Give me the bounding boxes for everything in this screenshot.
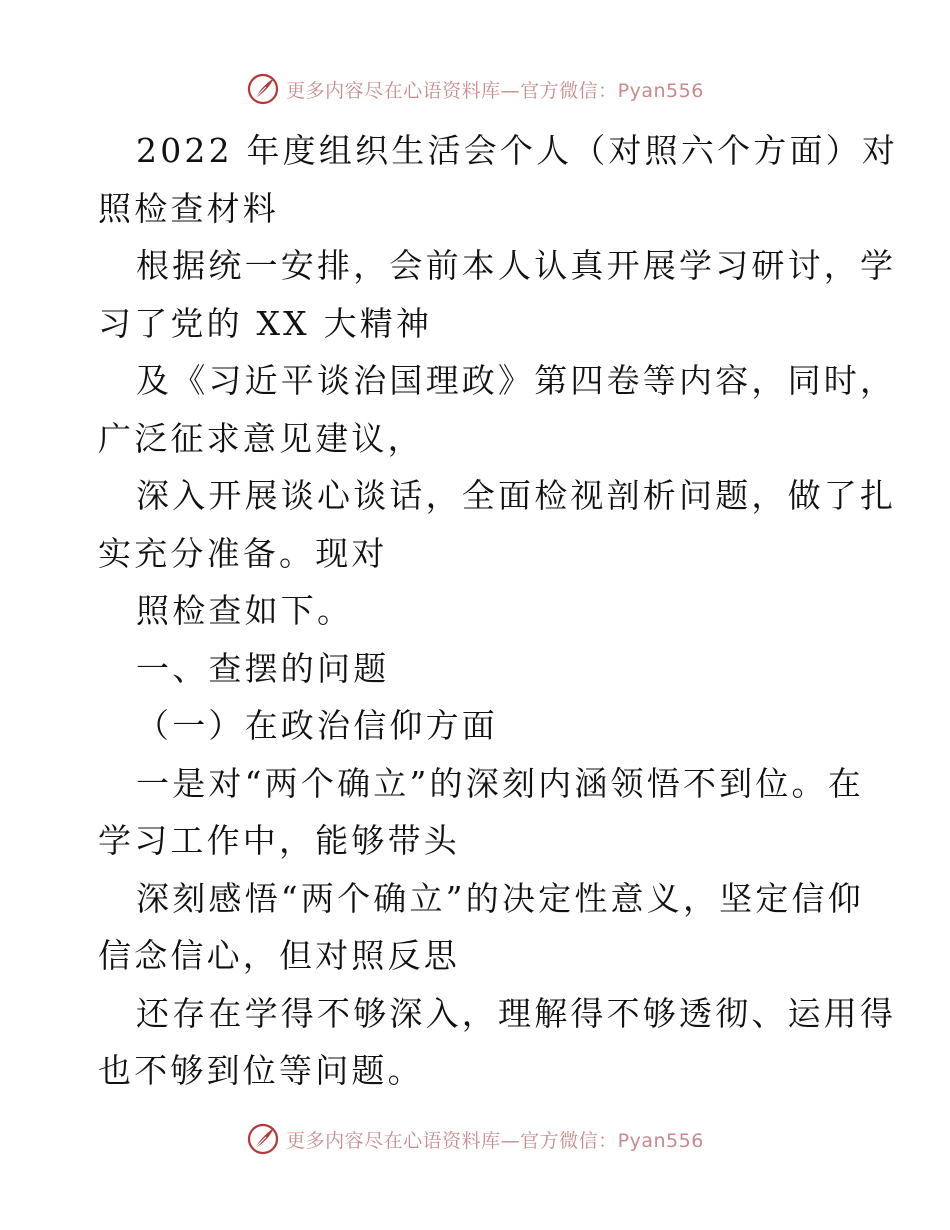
text-line: （一）在政治信仰方面 — [136, 706, 498, 745]
text-line: 深入开展谈心谈话，全面检视剖析问题，做了扎 — [136, 476, 897, 515]
footer-watermark — [0, 1122, 950, 1156]
watermark-text: 更多内容尽在心语资料库—官方微信：Pyan556 — [286, 1129, 704, 1152]
feather-pen-logo-icon — [246, 1122, 280, 1156]
text-line: 一、查摆的问题 — [136, 648, 390, 688]
header-watermark — [0, 72, 950, 106]
text-line: 一是对“两个确立”的深刻内涵领悟不到位。在 — [136, 763, 864, 803]
text-line: 习了党的 XX 大精神 — [98, 303, 433, 343]
text-line: 也不够到位等问题。 — [98, 1051, 424, 1090]
text-line: 实充分准备。现对 — [98, 533, 388, 573]
text-line: 2022 年度组织生活会个人（对照六个方面）对 — [136, 131, 899, 170]
text-line: 照检查如下。 — [136, 591, 354, 630]
text-line: 及《习近平谈治国理政》第四卷等内容，同时， — [136, 361, 897, 400]
text-line: 学习工作中，能够带头 — [98, 821, 460, 860]
feather-pen-logo-icon — [246, 72, 280, 106]
text-line: 还存在学得不够深入，理解得不够透彻、运用得 — [136, 993, 897, 1033]
text-line: 广泛征求意见建议， — [98, 418, 424, 458]
text-line: 照检查材料 — [98, 188, 279, 228]
watermark-text: 更多内容尽在心语资料库—官方微信：Pyan556 — [286, 79, 704, 102]
text-line: 信念信心，但对照反思 — [98, 936, 460, 975]
document-body — [98, 122, 899, 1100]
text-line: 深刻感悟“两个确立”的决定性意义，坚定信仰 — [136, 878, 864, 918]
text-line: 根据统一安排，会前本人认真开展学习研讨，学 — [136, 246, 897, 285]
